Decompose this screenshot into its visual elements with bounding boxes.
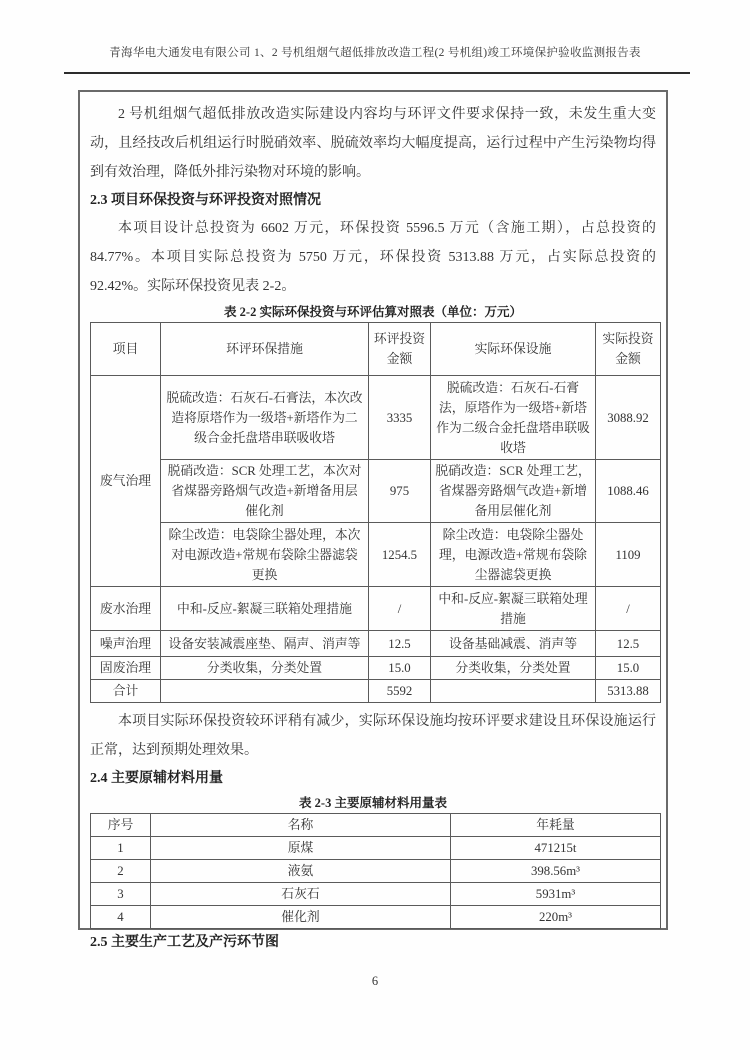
intro-paragraph: 2 号机组烟气超低排放改造实际建设内容均与环评文件要求保持一致，未发生重大变动，且经技改后机组运行时脱硝效率、脱硫效率均大幅度提高，运行过程中产生污染物均得到有效治理，降低外排污染物对环境的影响。 (90, 107, 656, 180)
table-2-3-caption: 表 2-3 主要原辅材料用量表 (299, 796, 447, 810)
t22-denitration-actual-facility: 脱硝改造：SCR 处理工艺，省煤器旁路烟气改造+新增备用层催化剂 (431, 460, 596, 523)
t23-header-name: 名称 (151, 814, 451, 837)
table-2-2-investment-comparison (90, 322, 661, 703)
t22-noise-eia-amount: 12.5 (369, 631, 431, 657)
t23-row2-no: 2 (91, 860, 151, 883)
t22-noise-eia-measure: 设备安装减震座垫、隔声、消声等 (161, 631, 369, 657)
t22-desulfur-actual-facility: 脱硫改造：石灰石-石膏法，原塔作为一级塔+新塔作为二级合金托盘塔串联吸收塔 (431, 376, 596, 460)
t23-row3-annual: 5931m³ (451, 883, 661, 906)
table-row (91, 680, 661, 703)
section-2-3-heading: 2.3 项目环保投资与环评投资对照情况 (90, 193, 321, 208)
t22-water-actual-amount: / (596, 587, 661, 631)
table-row (91, 376, 661, 460)
table-row (91, 814, 661, 837)
t22-denitration-actual-amount: 1088.46 (596, 460, 661, 523)
t22-total-eia-amount: 5592 (369, 680, 431, 703)
t23-row2-name: 液氨 (151, 860, 451, 883)
t22-dust-actual-amount: 1109 (596, 523, 661, 587)
t22-noise-actual-facility: 设备基础减震、消声等 (431, 631, 596, 657)
table-row (91, 460, 661, 523)
t22-noise-actual-amount: 12.5 (596, 631, 661, 657)
t22-header-eia-measure: 环评环保措施 (161, 323, 369, 376)
document-header-title: 青海华电大通发电有限公司 1、2 号机组烟气超低排放改造工程(2 号机组)竣工环境保护验收监测报告表 (109, 47, 641, 59)
table-row (91, 883, 661, 906)
table-row (91, 906, 661, 929)
table-2-2-caption: 表 2-2 实际环保投资与环评估算对照表（单位：万元） (224, 305, 522, 319)
t22-desulfur-actual-amount: 3088.92 (596, 376, 661, 460)
t22-solid-label: 固废治理 (91, 657, 161, 680)
t23-row4-no: 4 (91, 906, 151, 929)
t23-row4-annual: 220m³ (451, 906, 661, 929)
t23-row4-name: 催化剂 (151, 906, 451, 929)
t22-desulfur-eia-amount: 3335 (369, 376, 431, 460)
t22-denitration-eia-measure: 脱硝改造：SCR 处理工艺，本次对省煤器旁路烟气改造+新增备用层催化剂 (161, 460, 369, 523)
closing-paragraph: 本项目实际环保投资较环评稍有减少，实际环保设施均按环评要求建设且环保设施运行正常，达到预期处理效果。 (90, 714, 656, 758)
t22-solid-eia-amount: 15.0 (369, 657, 431, 680)
table-row (91, 323, 661, 376)
page-number: 6 (371, 974, 379, 988)
table-row (91, 631, 661, 657)
t22-dust-actual-facility: 除尘改造：电袋除尘器处理，电源改造+常规布袋除尘器滤袋更换 (431, 523, 596, 587)
t23-row3-no: 3 (91, 883, 151, 906)
t22-total-actual-amount: 5313.88 (596, 680, 661, 703)
table-row (91, 837, 661, 860)
t22-dust-eia-measure: 除尘改造：电袋除尘器处理，本次对电源改造+常规布袋除尘器滤袋更换 (161, 523, 369, 587)
t22-header-eia-amount: 环评投资金额 (369, 323, 431, 376)
t22-solid-actual-facility: 分类收集，分类处置 (431, 657, 596, 680)
t23-row3-name: 石灰石 (151, 883, 451, 906)
section-2-4-heading: 2.4 主要原辅材料用量 (90, 771, 223, 786)
t23-row1-name: 原煤 (151, 837, 451, 860)
header-divider (64, 72, 690, 74)
table-2-3-raw-materials (90, 813, 661, 929)
t22-header-actual-amount: 实际投资金额 (596, 323, 661, 376)
t22-denitration-eia-amount: 975 (369, 460, 431, 523)
t23-row1-no: 1 (91, 837, 151, 860)
t22-total-eia-measure (161, 680, 369, 703)
t22-solid-eia-measure: 分类收集，分类处置 (161, 657, 369, 680)
table-row (91, 860, 661, 883)
t22-water-eia-measure: 中和-反应-絮凝三联箱处理措施 (161, 587, 369, 631)
t22-dust-eia-amount: 1254.5 (369, 523, 431, 587)
table-row (91, 523, 661, 587)
t23-header-no: 序号 (91, 814, 151, 837)
t23-row2-annual: 398.56m³ (451, 860, 661, 883)
t22-total-label: 合计 (91, 680, 161, 703)
table-row (91, 657, 661, 680)
section-2-5-heading: 2.5 主要生产工艺及产污环节图 (90, 935, 279, 950)
t23-row1-annual: 471215t (451, 837, 661, 860)
t22-water-actual-facility: 中和-反应-絮凝三联箱处理措施 (431, 587, 596, 631)
t22-header-actual-facility: 实际环保设施 (431, 323, 596, 376)
t22-water-eia-amount: / (369, 587, 431, 631)
investment-paragraph: 本项目设计总投资为 6602 万元，环保投资 5596.5 万元（含施工期），占总投资的 84.77%。本项目实际总投资为 5750 万元，环保投资 5313.88 万元，占实际总投资的 92.42%。实际环保投资见表 2-2。 (90, 221, 656, 294)
t22-total-actual-facility (431, 680, 596, 703)
t22-gas-label: 废气治理 (91, 376, 161, 587)
t22-water-label: 废水治理 (91, 587, 161, 631)
t22-desulfur-eia-measure: 脱硫改造：石灰石-石膏法，本次改造将原塔作为一级塔+新塔作为二级合金托盘塔串联吸收塔 (161, 376, 369, 460)
table-row (91, 587, 661, 631)
content-border-box (78, 90, 668, 950)
t22-noise-label: 噪声治理 (91, 631, 161, 657)
t22-header-item: 项目 (91, 323, 161, 376)
t22-solid-actual-amount: 15.0 (596, 657, 661, 680)
t23-header-annual: 年耗量 (451, 814, 661, 837)
